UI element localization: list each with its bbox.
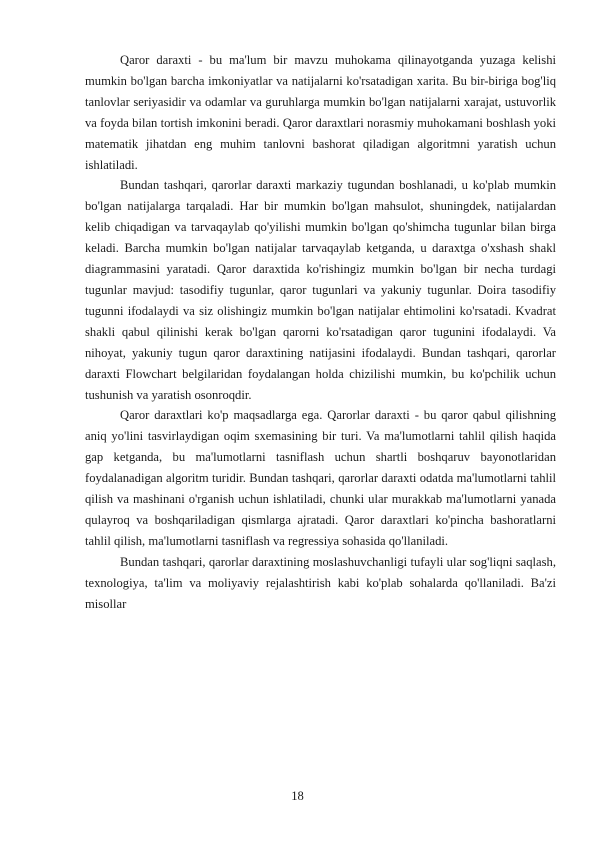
page-number: 18 <box>291 789 304 803</box>
paragraph-3: Qaror daraxtlari ko'p maqsadlarga ega. Qarorlar daraxti - bu qaror qabul qilishning aniq yo'lini tasvirlaydigan oqim sxemasining bir turi. Va ma'lumotlarni tahlil qilish haqida gap ketganda, bu ma'lumotlarni tasniflash uchun shartli boshqaruv bayonotlaridan foydalanadigan algoritm turidir. Bundan tashqari, qarorlar daraxti odatda ma'lumotlarni tahlil qilish va mashinani o'rganish uchun ishlatiladi, chunki ular murakkab ma'lumotlarni yanada qulayroq va boshqariladigan qismlarga ajratadi. Qaror daraxtlari ko'pincha bashoratlarni tahlil qilish, ma'lumotlarni tasniflash va regressiya sohasida qo'llaniladi. <box>85 408 556 548</box>
document-body <box>85 50 556 614</box>
paragraph-2: Bundan tashqari, qarorlar daraxti markaziy tugundan boshlanadi, u ko'plab mumkin bo'lgan natijalarga tarqaladi. Har bir mumkin bo'lgan mahsulot, shuningdek, natijalardan kelib chiqadigan va tarvaqaylab qo'yilishi mumkin bo'lgan qo'shimcha tugunlar bilan birga keladi. Barcha mumkin bo'lgan natijalar tarvaqaylab ketganda, u daraxtga o'xshash shakl diagrammasini yaratadi. Qaror daraxtida ko'rishingiz mumkin bo'lgan bir necha turdagi tugunlar mavjud: tasodifiy tugunlar, qaror tugunlari va yakuniy tugunlar. Doira tasodifiy tugunni ifodalaydi va siz olishingiz mumkin bo'lgan natijalar ehtimolini ko'rsatadi. Kvadrat shakli qabul qilinishi kerak bo'lgan qarorni ko'rsatadigan qaror tugunini ifodalaydi. Va nihoyat, yakuniy tugun qaror daraxtining natijasini ifodalaydi. Bundan tashqari, qarorlar daraxti Flowchart belgilaridan foydalangan holda chizilishi mumkin, bu ko'pchilik uchun tushunish va yaratish osonroqdir. <box>85 178 556 402</box>
paragraph-1: Qaror daraxti - bu ma'lum bir mavzu muhokama qilinayotganda yuzaga kelishi mumkin bo'lgan barcha imkoniyatlar va natijalarni ko'rsatadigan xarita. Bu bir-biriga bog'liq tanlovlar seriyasidir va odamlar va guruhlarga mumkin bo'lgan natijalarni xarajat, ustuvorlik va foyda bilan tortish imkonini beradi. Qaror daraxtlari norasmiy muhokamani boshlash yoki matematik jihatdan eng muhim tanlovni bashorat qiladigan algoritmni yaratish uchun ishlatiladi. <box>85 53 556 172</box>
paragraph-4: Bundan tashqari, qarorlar daraxtining moslashuvchanligi tufayli ular sog'liqni saqlash, texnologiya, ta'lim va moliyaviy rejalashtirish kabi ko'plab sohalarda qo'llaniladi. Ba'zi misollar <box>85 554 556 611</box>
